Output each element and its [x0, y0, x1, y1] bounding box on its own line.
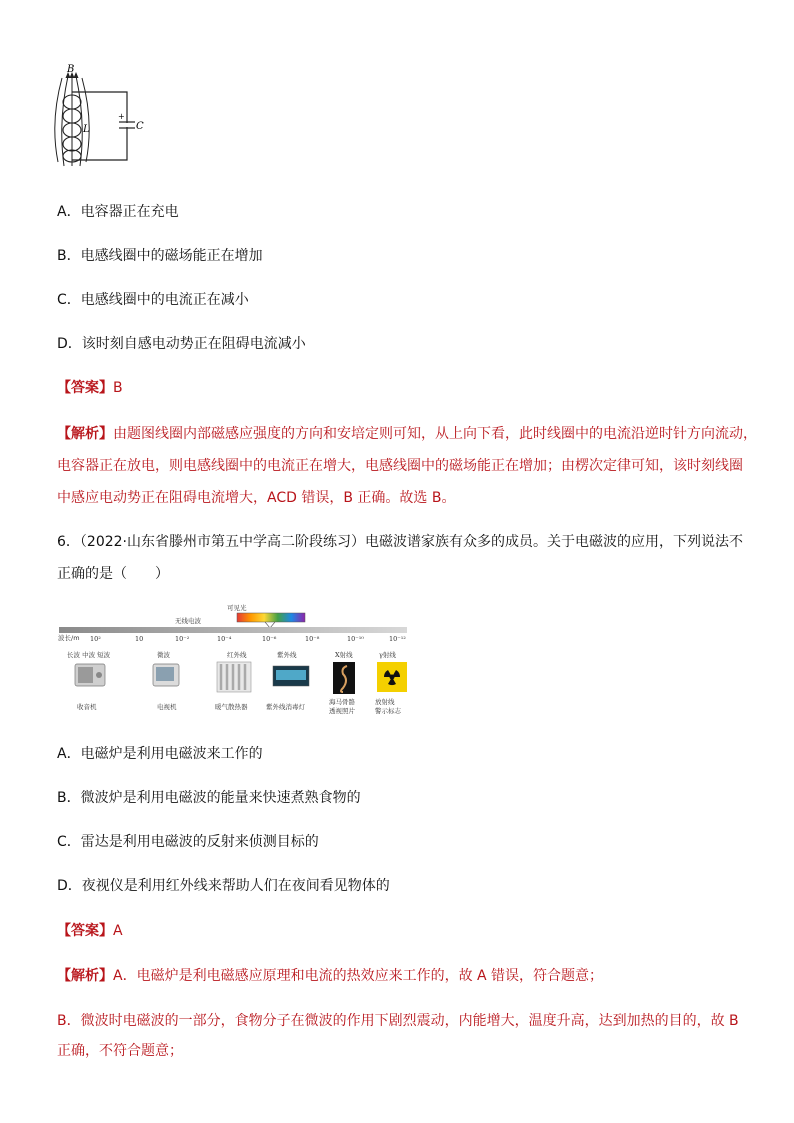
label-l: L: [83, 124, 90, 135]
tick-3: 10⁻²: [175, 635, 190, 643]
em-spectrum-figure: [57, 604, 417, 724]
q6-stem-line-1: 6．（2022·山东省滕州市第五中学高二阶段练习）电磁波谱家族有众多的成员。关于电磁波的应用，下列说法不: [57, 534, 743, 550]
answer-tag: 【答案】: [57, 380, 113, 396]
uv-lamp-icon: [273, 666, 309, 686]
tv-icon: [153, 664, 179, 686]
band-gamma: γ射线: [379, 651, 396, 659]
q6-answer: [57, 921, 123, 941]
band-microwave: 微波: [157, 651, 170, 659]
radiator-icon: [217, 662, 251, 692]
tick-1: 10²: [90, 635, 101, 643]
band-radio: 长波 中波 短波: [67, 651, 111, 659]
q6-analysis-b-line-1: B．微波时电磁波的一部分，食物分子在微波的作用下剧烈震动，内能增大，温度升高，达到加热的目的，故 B: [57, 1013, 739, 1029]
q5-analysis-line-2: 电容器正在放电，则电感线圈中的电流正在增大，电感线圈中的磁场能正在增加；由楞次定律可知，该时刻线圈: [57, 458, 743, 474]
analysis-tag: 【解析】: [57, 968, 113, 984]
lc-circuit-diagram: [50, 62, 160, 172]
radio-icon: [75, 664, 105, 686]
tick-4: 10⁻⁴: [217, 635, 232, 643]
answer-value: A: [113, 923, 123, 939]
band-infrared: 红外线: [227, 651, 247, 659]
analysis-tag: 【解析】: [57, 426, 113, 442]
q6-analysis-a: 【解析】A．电磁炉是利电磁感应原理和电流的热效应来工作的，故 A 错误，符合题意；: [57, 968, 604, 984]
q5-answer: [57, 378, 123, 398]
device-radio: 收音机: [77, 703, 97, 711]
answer-value: B: [113, 380, 123, 396]
label-c: C: [136, 121, 144, 132]
q5-option-d: D．该时刻自感电动势正在阻碍电流减小: [57, 336, 306, 352]
band-uv: 紫外线: [277, 651, 297, 659]
q6-option-b: B．微波炉是利用电磁波的能量来快速煮熟食物的: [57, 790, 361, 806]
q6-stem-line-2: 正确的是（ ）: [57, 566, 169, 582]
radiation-warning-icon: [377, 662, 407, 692]
device-uv-lamp: 紫外线消毒灯: [266, 703, 305, 711]
radio-waves-label: 无线电波: [175, 617, 201, 625]
tick-5: 10⁻⁶: [262, 635, 277, 643]
q5-analysis-line-1: 【解析】由题图线圈内部磁感应强度的方向和安培定则可知，从上向下看，此时线圈中的电流沿逆时针方向流动，: [57, 426, 757, 442]
q6-option-a: A．电磁炉是利用电磁波来工作的: [57, 746, 263, 762]
xray-seahorse-icon: [333, 662, 355, 694]
q6-analysis-b-line-2: 正确，不符合题意；: [57, 1043, 183, 1059]
q5-option-a: A．电容器正在充电: [57, 204, 179, 220]
q5-option-b: B．电感线圈中的磁场能正在增加: [57, 248, 263, 264]
device-radiator: 暖气散热器: [215, 703, 248, 711]
device-tv: 电视机: [157, 703, 177, 711]
answer-tag: 【答案】: [57, 923, 113, 939]
axis-label: 波长/m: [58, 634, 80, 642]
visible-light-label: 可见光: [227, 604, 247, 612]
device-radiation-sign: 放射线警示标志: [375, 698, 401, 715]
label-b: B: [67, 64, 75, 75]
band-xray: X射线: [335, 651, 353, 659]
tick-6: 10⁻⁸: [305, 635, 320, 643]
q6-option-d: D．夜视仪是利用红外线来帮助人们在夜间看见物体的: [57, 878, 390, 894]
tick-7: 10⁻¹⁰: [347, 635, 364, 643]
tick-2: 10: [135, 635, 144, 643]
q6-option-c: C．雷达是利用电磁波的反射来侦测目标的: [57, 834, 319, 850]
device-seahorse: 海马骨骼透视照片: [329, 698, 355, 715]
tick-8: 10⁻¹²: [389, 635, 406, 643]
q5-option-c: C．电感线圈中的电流正在减小: [57, 292, 249, 308]
label-plus: +: [118, 112, 125, 121]
q5-analysis-line-3: 中感应电动势正在阻碍电流增大，ACD 错误，B 正确。故选 B。: [57, 490, 456, 506]
